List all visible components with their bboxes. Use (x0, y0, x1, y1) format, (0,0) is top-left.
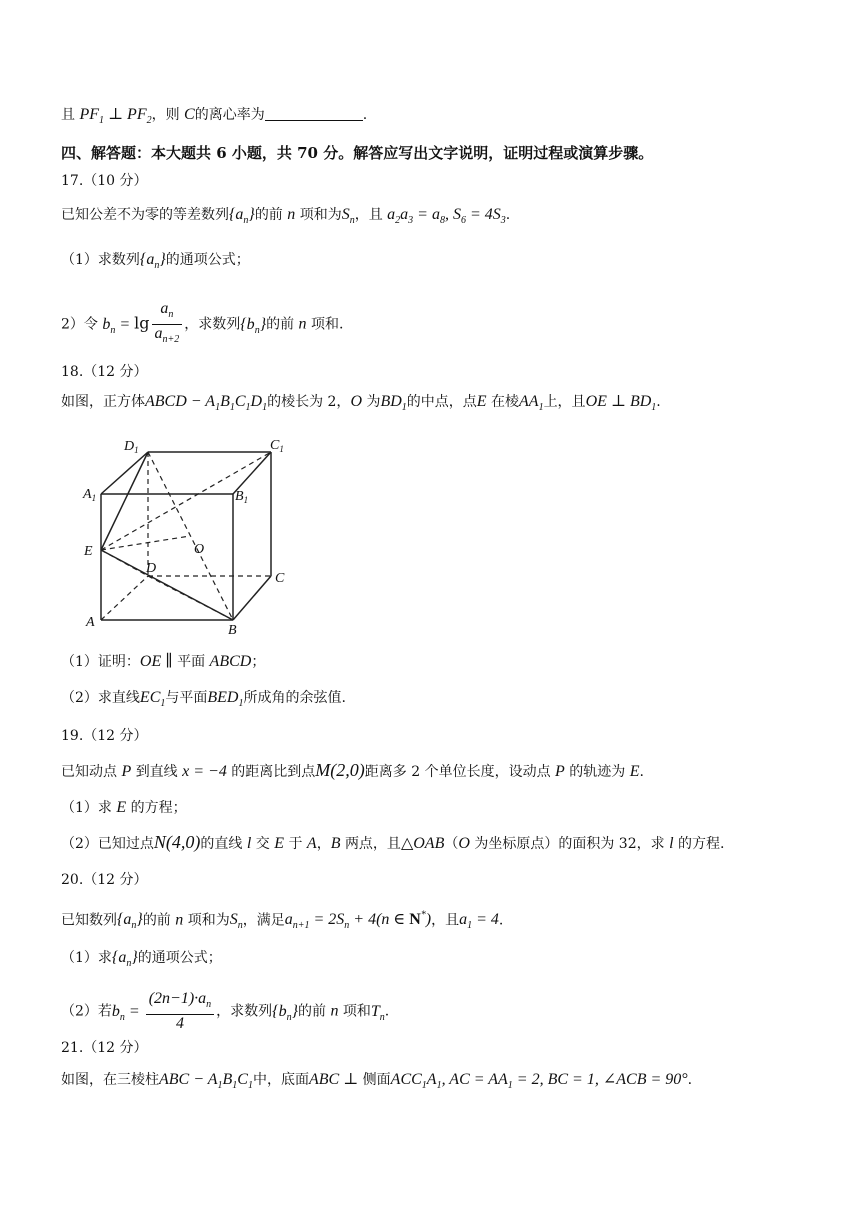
segment-eo (101, 536, 190, 550)
q19-header: 19.（12 分） (61, 728, 148, 744)
q18-stem: 如图，正方体ABCD − $A_1B_1C_1D_1$的棱长为 2，O 为$BD_1$的中点，点E 在棱$AA_1$上，且OE ⊥ $BD_1$. (61, 393, 661, 414)
label-a: A (86, 615, 95, 630)
edge-b1c1 (233, 452, 271, 494)
section-heading: 四、解答题：本大题共 6 小题，共 70 分。解答应写出文字说明，证明过程或演算步骤。 (61, 144, 654, 162)
q17-stem: 已知公差不为零的等差数列$\{a_n\}$的前 n 项和为$S_n$，且 $a_2a_3 = a_8$, $S_6 = 4S_3$. (61, 206, 511, 227)
q20-part2: （2）若$b_n$ = $\frac{(2n-1)\cdot a_n}{4}$ ，求数列$\{b_n\}$的前 n 项和$T_n$. (61, 990, 390, 1033)
diagonal-d1b (148, 452, 233, 620)
segment-ed1 (101, 452, 148, 550)
label-c: C (275, 571, 285, 586)
q21-stem: 如图，在三棱柱ABC − $A_1B_1C_1$中，底面ABC ⊥ 侧面$ACC_1A_1$, AC = $AA_1 = 2$, BC = 1, ∠ACB = 90°. (61, 1071, 693, 1092)
label-e: E (84, 544, 93, 559)
cube-figure (78, 432, 298, 637)
q20-stem: 已知数列$\{a_n\}$的前 n 项和为$S_n$，满足$a_{n+1} = 2S_n + 4(n$ ∈ N*)，且$a_1 = 4$. (61, 910, 504, 932)
q20-header: 20.（12 分） (61, 872, 148, 888)
q19-part1: （1）求 E 的方程； (61, 799, 187, 816)
label-c1: $C_1$ (270, 438, 284, 454)
edge-a1d1 (101, 452, 148, 494)
label-d1: $D_1$ (124, 439, 139, 455)
q21-header: 21.（12 分） (61, 1040, 148, 1056)
q18-part1: （1）证明：OE ∥ 平面 ABCD； (61, 653, 266, 670)
q17-part2: 2）令 $b_n = \lg$ $\frac{a_n}{a_{n+2}}$ ，求数列$\{b_n\}$的前 n 项和. (61, 300, 344, 346)
q18-part2: （2）求直线$EC_1$与平面$BED_1$所成角的余弦值. (61, 689, 346, 710)
q19-part2: （2）已知过点N(4,0)的直线 l 交 E 于 A，B 两点，且△OAB（O 为坐标原点）的面积为 32，求 l 的方程. (61, 832, 725, 852)
label-o: O (194, 542, 205, 557)
label-b: B (228, 623, 237, 637)
q16-tail: 且 $PF_1$ ⊥ $PF_2$，则 C的离心率为 . (61, 106, 368, 127)
q17-part1: （1）求数列$\{a_n\}$的通项公式； (61, 251, 250, 272)
q20-part1: （1）求$\{a_n\}$的通项公式； (61, 949, 222, 970)
answer-blank (265, 106, 363, 121)
edge-bc (233, 576, 271, 620)
label-d: D (146, 561, 157, 576)
edge-ad (101, 576, 148, 620)
q18-header: 18.（12 分） (61, 364, 148, 380)
q17-header: 17.（10 分） (61, 173, 148, 189)
q19-stem: 已知动点 P 到直线 x = −4 的距离比到点M(2,0)距离多 2 个单位长度，设动点 P 的轨迹为 E. (61, 760, 644, 780)
segment-db (148, 576, 233, 620)
label-b1: $B_1$ (235, 489, 249, 505)
label-a1: $A_1$ (83, 487, 97, 503)
